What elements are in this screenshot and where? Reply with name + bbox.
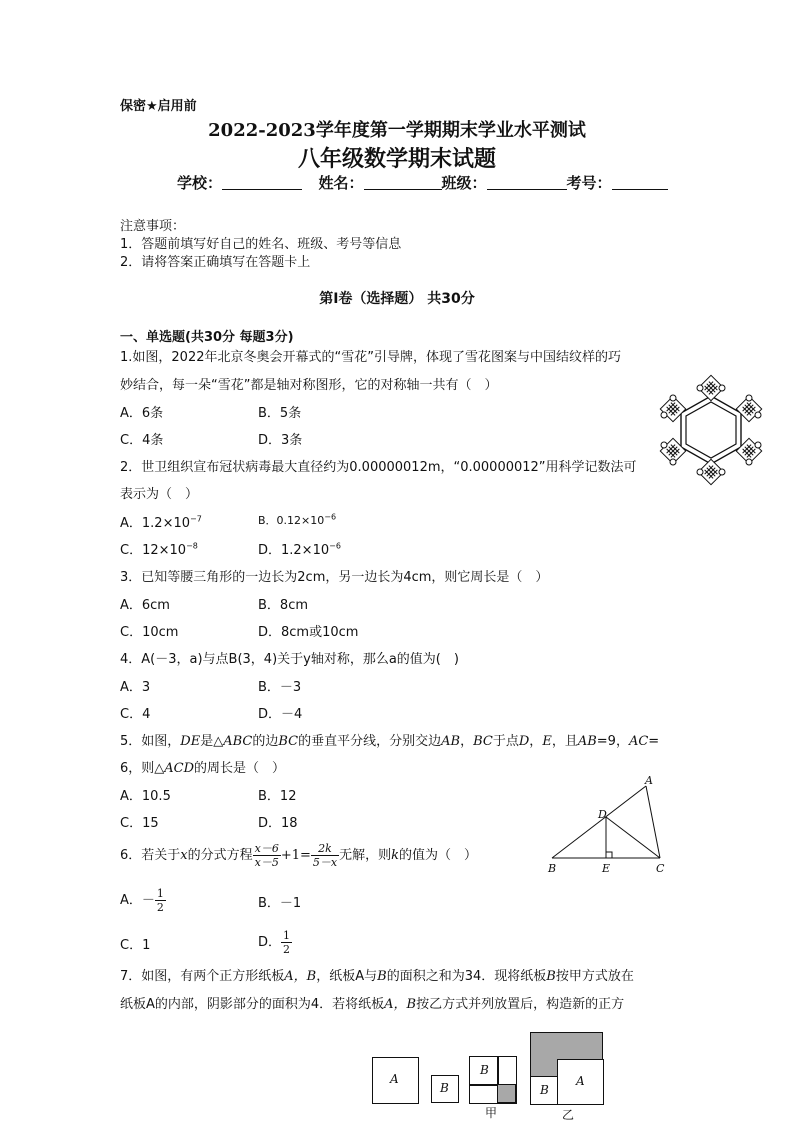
q2-stem-line2: 表示为（ ）	[120, 487, 199, 502]
q6-option-a: A．－ $\frac{1}{2}$	[120, 887, 164, 914]
class-blank[interactable]	[487, 175, 567, 190]
q1-stem-line2: 妙结合，每一朵“雪花”都是轴对称图形，它的对称轴一共有（ ）	[120, 378, 498, 393]
segment-ba	[552, 786, 646, 858]
jia-b-label: B	[480, 1063, 489, 1077]
q5-option-d: D．18	[258, 816, 298, 831]
label-d: D	[598, 808, 607, 821]
class-label: 班级：	[441, 174, 487, 192]
label-c: C	[656, 862, 665, 875]
q1-option-c: C．4条	[120, 433, 164, 448]
square-b-label: B	[440, 1081, 449, 1095]
name-blank[interactable]	[364, 175, 442, 190]
yi-b-label: B	[540, 1083, 549, 1097]
segment-ac	[646, 786, 660, 858]
q4-option-a: A．3	[120, 680, 151, 695]
q3-option-c: C．10cm	[120, 625, 179, 640]
notes-heading: 注意事项：	[120, 219, 186, 234]
q2-stem-line1: 2．世卫组织宣布冠状病毒最大直径约为0.00000012m，“0.00000012”用科学记数法可	[120, 460, 637, 475]
part-title: 一、单选题(共30分 每题3分)	[120, 330, 294, 345]
q1-option-d: D．3条	[258, 433, 303, 448]
q7-stem-line1: 7．如图，有两个正方形纸板A，B，纸板A与B的面积之和为34．现将纸板B按甲方式放在	[120, 969, 634, 984]
jia-shaded-square	[497, 1084, 516, 1103]
school-label: 学校：	[177, 174, 223, 192]
q6-fraction-right: $\frac{2k}{5-x}$	[312, 842, 338, 869]
q4-option-c: C．4	[120, 707, 151, 722]
triangle-abc-figure	[540, 776, 680, 878]
q6-stem: 6．若关于x的分式方程 $\frac{x-6}{x-5}$ +1= $\frac{2k}{5-x}$ 无解，则k的值为（ ）	[120, 842, 478, 869]
q1-stem-line1: 1.如图，2022年北京冬奥会开幕式的“雪花”引导牌，体现了雪花图案与中国结纹样的巧	[120, 350, 621, 365]
jia-caption: 甲	[485, 1106, 498, 1120]
q4-option-d: D．－4	[258, 707, 303, 722]
q5-stem-line1: 5．如图，DE是△ABC的边BC的垂直平分线，分别交边AB，BC于点D，E，且AB=9，AC=	[120, 734, 660, 749]
q6-fraction-left: $\frac{x-6}{x-5}$	[254, 842, 279, 869]
q6-option-d: D． $\frac{1}{2}$	[258, 929, 291, 956]
q2-option-c: C．$12\times 10^{-8}$	[120, 541, 198, 558]
q1-option-a: A．6条	[120, 406, 164, 421]
note-item: 2．请将答案正确填写在答题卡上	[120, 255, 311, 270]
school-blank[interactable]	[222, 175, 302, 190]
snowflake-knot-figure	[655, 374, 767, 486]
exam-no-blank[interactable]	[612, 175, 668, 190]
q3-option-d: D．8cm或10cm	[258, 625, 359, 640]
q4-stem: 4．A(－3，a)与点B(3，4)关于y轴对称，那么a的值为( )	[120, 652, 459, 667]
q6-option-c: C．1	[120, 938, 151, 953]
segment-dc	[606, 817, 660, 858]
q2-option-b: B．$0.12\times 10^{-6}$	[258, 512, 337, 527]
q7-stem-line2: 纸板A的内部，阴影部分的面积为4．若将纸板A，B按乙方式并列放置后，构造新的正方	[120, 997, 625, 1012]
name-label: 姓名：	[318, 174, 364, 192]
square-a-label: A	[390, 1072, 399, 1086]
q1-option-b: B．5条	[258, 406, 302, 421]
q2-option-d: D．$1.2\times 10^{-6}$	[258, 541, 341, 558]
q2-option-a: A．$1.2\times 10^{-7}$	[120, 514, 202, 531]
yi-a-label: A	[576, 1074, 585, 1088]
q3-option-b: B．8cm	[258, 598, 309, 613]
q5-option-b: B．12	[258, 789, 297, 804]
q3-option-a: A．6cm	[120, 598, 170, 613]
q5-option-a: A．10.5	[120, 789, 171, 804]
note-item: 1．答题前填写好自己的姓名、班级、考号等信息	[120, 237, 402, 252]
section-title: 第I卷（选择题） 共30分	[319, 291, 475, 307]
yi-caption: 乙	[562, 1108, 575, 1122]
right-angle-mark	[606, 852, 612, 858]
exam-no-label: 考号：	[566, 174, 612, 192]
student-info-line	[177, 172, 668, 193]
q5-stem-line2: 6，则△ACD的周长是（ ）	[120, 761, 286, 776]
label-a: A	[645, 776, 653, 787]
q5-option-c: C．15	[120, 816, 159, 831]
q6-option-b: B．－1	[258, 896, 302, 911]
exam-title-subject: 八年级数学期末试题	[297, 147, 496, 172]
secret-label: 保密★启用前	[120, 99, 197, 114]
exam-title-year: 2022-2023学年度第一学期期末学业水平测试	[208, 120, 586, 141]
knot-motifs	[660, 375, 761, 484]
q4-option-b: B．－3	[258, 680, 302, 695]
label-e: E	[602, 862, 611, 875]
q3-stem: 3．已知等腰三角形的一边长为2cm，另一边长为4cm，则它周长是（ ）	[120, 570, 549, 585]
label-b: B	[548, 862, 557, 875]
